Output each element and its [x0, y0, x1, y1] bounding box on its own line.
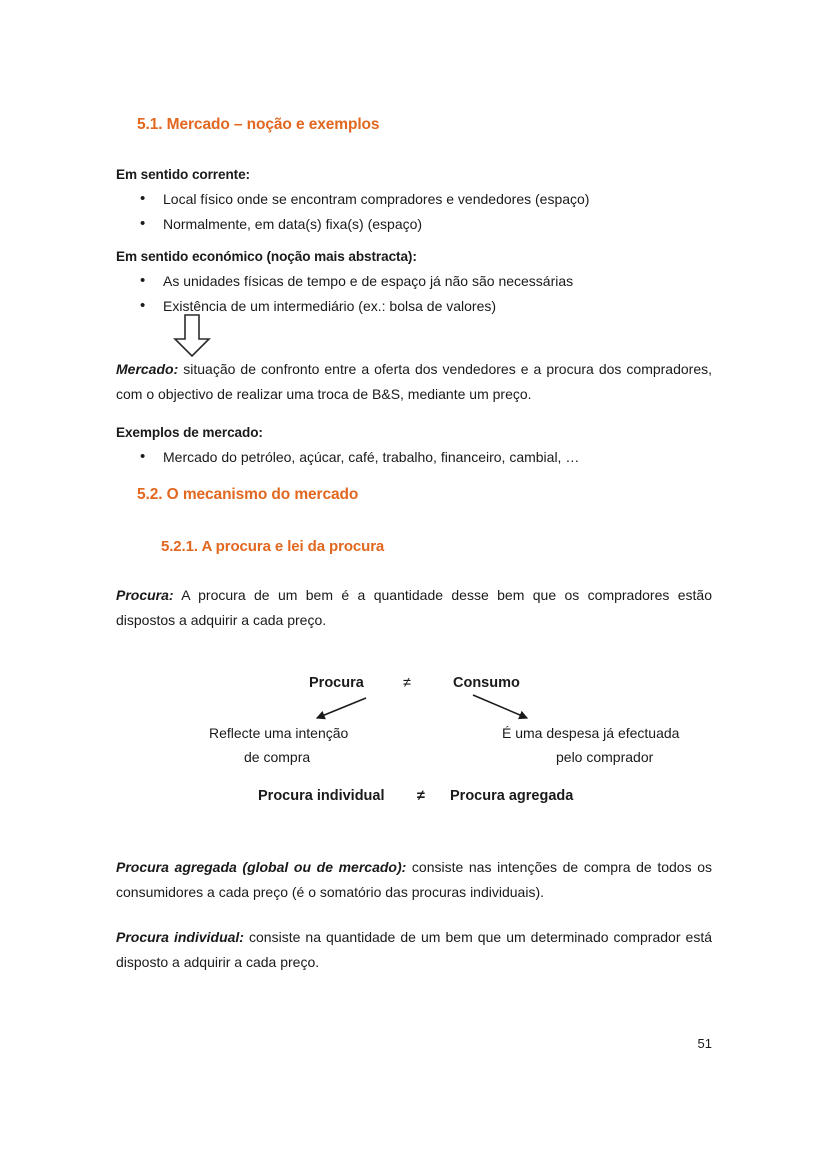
- diagram-label-procura-individual: Procura individual: [258, 788, 385, 804]
- lead-exemplos-de-mercado: Exemplos de mercado:: [116, 425, 263, 440]
- list-sentido-economico: [116, 269, 712, 319]
- diagram-procura-consumo: [116, 668, 712, 818]
- diagram-row-top: [116, 668, 712, 698]
- down-block-arrow-icon: [171, 314, 213, 358]
- page-number: 51: [697, 1036, 712, 1051]
- arrow-consumo-to-despesa: [473, 695, 527, 718]
- list-item: • Normalmente, em data(s) fixa(s) (espaço): [116, 212, 712, 237]
- heading-5-1: 5.1. Mercado – noção e exemplos: [137, 116, 380, 133]
- diagram-label-procura: Procura: [309, 675, 364, 691]
- list-item: • Local físico onde se encontram compradores e vendedores (espaço): [116, 187, 712, 212]
- paragraph-procura-individual: [116, 925, 712, 975]
- heading-5-2: 5.2. O mecanismo do mercado: [137, 486, 359, 503]
- diagram-neq-1: ≠: [403, 675, 411, 691]
- paragraph-procura-text: A procura de um bem é a quantidade desse bem que os compradores estão dispostos a adquirir a cada preço.: [116, 587, 712, 628]
- list-sentido-corrente: [116, 187, 712, 237]
- diagram-desc-right-line1: É uma despesa já efectuada: [502, 725, 680, 741]
- term-procura-individual: Procura individual:: [116, 929, 244, 945]
- list-exemplos-mercado: [116, 445, 712, 470]
- paragraph-mercado-text: situação de confronto entre a oferta dos vendedores e a procura dos compradores, com o objectivo de realizar uma troca de B&S, mediante um preço.: [116, 361, 712, 402]
- list-item: • Existência de um intermediário (ex.: bolsa de valores): [116, 294, 712, 319]
- paragraph-procura-definicao: [116, 583, 712, 633]
- paragraph-agregada-text: consiste nas intenções de compra de todos os consumidores a cada preço (é o somatório das procuras individuais).: [116, 859, 712, 900]
- diagram-label-procura-agregada: Procura agregada: [450, 788, 574, 804]
- diagram-label-consumo: Consumo: [453, 675, 520, 691]
- term-mercado: Mercado:: [116, 361, 179, 377]
- lead-em-sentido-corrente: Em sentido corrente:: [116, 167, 250, 182]
- list-item: • As unidades físicas de tempo e de espaço já não são necessárias: [116, 269, 712, 294]
- diagram-desc-left-line1: Reflecte uma intenção: [209, 725, 349, 741]
- heading-5-2-1: 5.2.1. A procura e lei da procura: [161, 538, 385, 555]
- paragraph-mercado-definicao: [116, 357, 712, 407]
- diagram-row-bottom: [116, 788, 712, 814]
- list-item: • Mercado do petróleo, açúcar, café, trabalho, financeiro, cambial, …: [116, 445, 712, 470]
- diagram-desc-left-line2: de compra: [244, 749, 311, 765]
- term-procura: Procura:: [116, 587, 174, 603]
- lead-em-sentido-economico: Em sentido económico (noção mais abstracta):: [116, 249, 417, 264]
- paragraph-individual-text: consiste na quantidade de um bem que um determinado comprador está disposto a adquirir a cada preço.: [116, 929, 712, 970]
- term-procura-agregada: Procura agregada (global ou de mercado):: [116, 859, 407, 875]
- arrow-procura-to-intencao: [317, 698, 366, 718]
- paragraph-procura-agregada: [116, 855, 712, 905]
- diagram-neq-2: ≠: [417, 788, 425, 804]
- diagram-desc-right-line2: pelo comprador: [556, 749, 654, 765]
